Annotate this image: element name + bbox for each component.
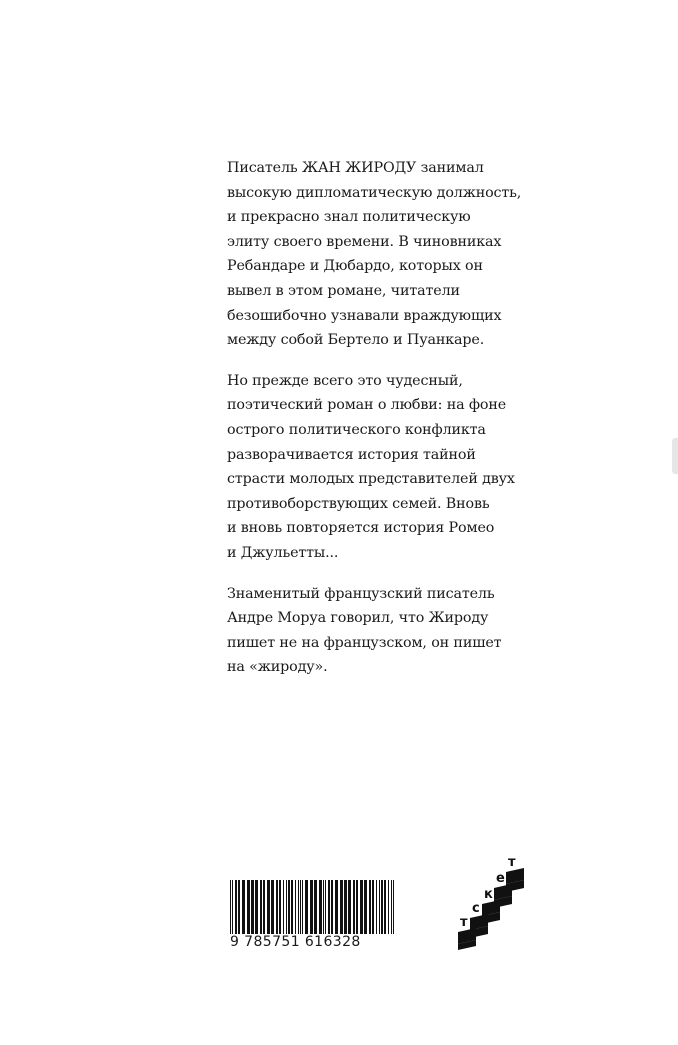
barcode-bar xyxy=(360,880,363,936)
paragraph-3 xyxy=(227,582,527,680)
barcode-bar xyxy=(372,880,374,936)
barcode-bar xyxy=(300,880,301,936)
barcode-bar xyxy=(381,880,383,936)
barcode-bar xyxy=(286,880,287,936)
text-line: безошибочно узнавали враждующих xyxy=(227,307,502,324)
barcode-bar xyxy=(247,880,250,936)
barcode-bar xyxy=(325,880,326,936)
barcode-bar xyxy=(369,880,371,936)
barcode-bar xyxy=(305,880,308,936)
barcode-bar xyxy=(391,880,392,936)
barcode-bar xyxy=(283,880,284,936)
isbn-number: 9 785751 616328 xyxy=(228,934,398,950)
barcode-bar xyxy=(319,880,322,936)
barcode-bar xyxy=(310,880,313,936)
text-line: острого политического конфликта xyxy=(227,421,486,438)
barcode-bar xyxy=(232,880,233,936)
barcode-bar xyxy=(331,880,333,936)
barcode-bar xyxy=(393,880,394,936)
text-line: Андре Моруа говорил, что Жироду xyxy=(227,610,489,627)
publisher-logo xyxy=(444,854,534,950)
barcode-bar xyxy=(235,880,237,936)
text-line: и вновь повторяется история Ромео xyxy=(227,520,495,537)
text-line: вывел в этом романе, читатели xyxy=(227,282,460,299)
edge-shadow xyxy=(672,438,678,474)
barcode-bar xyxy=(356,880,358,936)
text-line: высокую дипломатическую должность, xyxy=(227,184,522,201)
barcode-bar xyxy=(255,880,258,936)
tekst-logo-icon xyxy=(444,854,534,950)
barcode-bar xyxy=(323,880,324,936)
barcode-bar xyxy=(251,880,254,936)
barcode-bar xyxy=(344,880,347,936)
barcode-bar xyxy=(230,880,231,936)
text-line: пишет не на французском, он пишет xyxy=(227,634,502,651)
paragraph-1 xyxy=(227,156,527,353)
barcode-bar xyxy=(260,880,262,936)
barcode-bar xyxy=(298,880,299,936)
barcode-bar xyxy=(348,880,351,936)
paragraph-2 xyxy=(227,369,527,566)
text-line: элиту своего времени. В чиновниках xyxy=(227,233,502,250)
barcode-bar xyxy=(291,880,293,936)
text-line: Знаменитый французский писатель xyxy=(227,585,495,602)
text-line: между собой Бертело и Пуанкаре. xyxy=(227,332,485,349)
barcode-bar xyxy=(288,880,290,936)
back-cover-text xyxy=(227,156,527,696)
barcode-bar xyxy=(335,880,338,936)
logo-letter: т xyxy=(508,855,516,870)
barcode-bar xyxy=(379,880,380,936)
logo-letter: к xyxy=(484,887,493,902)
barcode-bar xyxy=(271,880,274,936)
text-line: страсти молодых представителей двух xyxy=(227,471,515,488)
barcode-bar xyxy=(384,880,386,936)
isbn-barcode xyxy=(226,880,399,952)
text-line: Писатель ЖАН ЖИРОДУ занимал xyxy=(227,160,484,176)
barcode-bar xyxy=(340,880,343,936)
barcode-bar xyxy=(263,880,265,936)
logo-letter: е xyxy=(496,871,505,886)
barcode-bar xyxy=(376,880,377,936)
logo-letter: т xyxy=(460,915,468,930)
barcode-bar xyxy=(364,880,367,936)
text-line: на «жироду». xyxy=(227,659,328,676)
barcode-bar xyxy=(276,880,278,936)
logo-letter: с xyxy=(472,901,480,916)
barcode-bar xyxy=(302,880,303,936)
barcode-bar xyxy=(295,880,296,936)
barcode-bar xyxy=(353,880,355,936)
text-line: противоборствующих семей. Вновь xyxy=(227,495,490,512)
text-line: Ребандаре и Дюбардо, которых он xyxy=(227,258,483,275)
text-line: и прекрасно знал политическую xyxy=(227,209,471,226)
barcode-bar xyxy=(267,880,270,936)
barcode-bar xyxy=(314,880,317,936)
barcode-bar xyxy=(328,880,330,936)
barcode-bar xyxy=(242,880,245,936)
text-line: поэтический роман о любви: на фоне xyxy=(227,397,507,414)
barcode-bar xyxy=(388,880,389,936)
barcode-bar xyxy=(238,880,240,936)
text-line: разворачивается история тайной xyxy=(227,446,476,463)
text-line: и Джульетты... xyxy=(227,544,339,561)
barcode-bar xyxy=(279,880,281,936)
text-line: Но прежде всего это чудесный, xyxy=(227,372,463,389)
